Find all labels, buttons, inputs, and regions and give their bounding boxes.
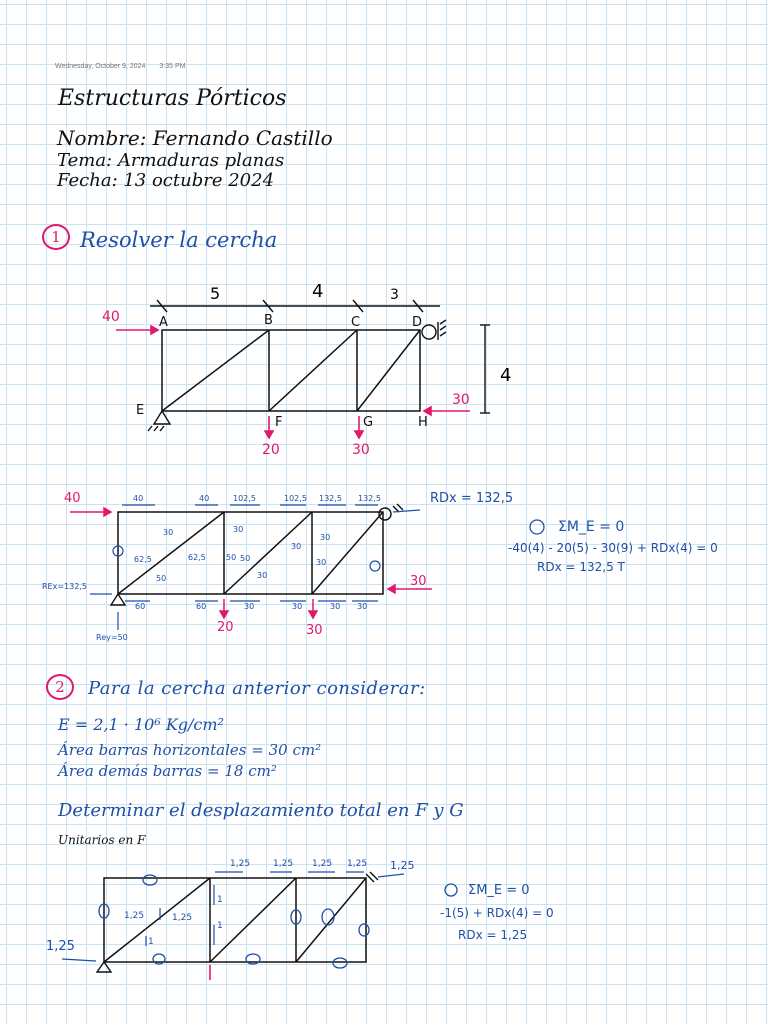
unitarios-heading: Unitarios en F (58, 833, 146, 847)
fbd1-top-2: 40 (199, 494, 210, 503)
eq2-moment: ΣM_E = 0 (468, 883, 530, 898)
span-label-1: 5 (210, 284, 221, 303)
span-label-3: 3 (390, 287, 399, 303)
eq1-sum: -40(4) - 20(5) - 30(9) + RDx(4) = 0 (508, 541, 718, 555)
task-line: Determinar el desplazamiento total en F y G (58, 800, 464, 821)
fbd1-diag3-b: 30 (320, 533, 331, 542)
eq2-sum: -1(5) + RDx(4) = 0 (440, 906, 554, 920)
node-d: D (412, 315, 423, 330)
node-h: H (418, 415, 428, 430)
load-f-value: 20 (262, 442, 280, 458)
fbd1-vert-1: 30 (233, 525, 244, 534)
fbd1-vert-2: 30 (291, 542, 302, 551)
fbd1-top-4: 102,5 (284, 494, 307, 503)
fbd2-diag-2: 1,25 (172, 913, 193, 923)
fbd1-diag1-b: 62,5 (188, 553, 206, 562)
load-g-value: 30 (352, 442, 370, 458)
fbd1-diag3-a: 30 (316, 558, 327, 567)
problem1-number-circle: 1 (42, 224, 70, 250)
truss3-supports (97, 872, 378, 972)
modulus-line: E = 2,1 · 10⁶ Kg/cm² (58, 715, 224, 734)
name-line: Nombre: Fernando Castillo (57, 126, 333, 150)
node-f: F (275, 415, 283, 430)
truss2-force-arrows (90, 505, 420, 630)
fbd1-rdx: RDx = 132,5 (430, 491, 514, 506)
eq1-result: RDx = 132,5 T (537, 560, 625, 574)
problem2-number-circle: 2 (46, 674, 74, 700)
fbd1-diag1-a: 62,5 (134, 555, 152, 564)
truss2-supports (111, 504, 403, 605)
node-b: B (264, 313, 273, 328)
truss3-zero-ovals (99, 875, 369, 968)
fbd1-right-load: 30 (410, 574, 427, 589)
fbd2-one-1: 1 (217, 895, 223, 905)
fbd1-bottom-4: 30 (292, 602, 303, 611)
truss1-roller-support (422, 320, 446, 340)
load-h-value: 30 (452, 392, 470, 408)
fbd1-bottom-5: 30 (330, 602, 341, 611)
fbd1-bottom-3: 30 (244, 602, 255, 611)
fbd1-bottom-6: 30 (357, 602, 368, 611)
fbd1-bottom-load-2: 30 (306, 623, 323, 638)
fbd1-left-load: 40 (64, 491, 81, 506)
fbd1-rey: Rey=50 (96, 633, 128, 642)
node-c: C (351, 315, 361, 330)
truss1-dimensions (150, 300, 490, 413)
eq1-moment: ΣM_E = 0 (558, 519, 625, 535)
truss1-loads (116, 326, 470, 438)
fbd1-diag1-c: 30 (163, 528, 174, 537)
height-label: 4 (500, 365, 512, 386)
area-other-line: Área demás barras = 18 cm² (58, 762, 277, 780)
problem2-heading: Para la cercha anterior considerar: (88, 678, 426, 699)
problem1-heading: Resolver la cercha (80, 228, 278, 252)
truss1-pin-support (148, 411, 170, 431)
node-g: G (363, 415, 374, 430)
fbd1-diag2-a: 50 (226, 553, 237, 562)
fbd1-top-3: 102,5 (233, 494, 256, 503)
fbd1-bottom-2: 60 (196, 602, 207, 611)
fbd1-bottom-1: 60 (135, 602, 146, 611)
fbd2-top-2: 1,25 (273, 859, 294, 869)
fbd2-top-4: 1,25 (347, 859, 368, 869)
fbd2-diag-1: 1,25 (124, 911, 145, 921)
fbd2-top-3: 1,25 (312, 859, 333, 869)
fbd2-one-3: 1 (148, 937, 154, 947)
timestamp-time: 3:35 PM (159, 63, 186, 70)
eq2-result: RDx = 1,25 (458, 928, 528, 942)
fbd1-bottom-load-1: 20 (217, 620, 234, 635)
truss3-force-arrows (62, 872, 404, 961)
truss1-members (162, 330, 420, 411)
span-label-2: 4 (312, 281, 324, 302)
date-line: Fecha: 13 octubre 2024 (57, 170, 275, 191)
timestamp-date: Wednesday, October 9, 2024 (55, 63, 146, 70)
node-a: A (159, 315, 168, 330)
fbd1-top-5: 132,5 (319, 494, 342, 503)
fbd2-right: 1,25 (390, 859, 415, 872)
fbd1-diag1-d: 50 (156, 574, 167, 583)
fbd2-one-2: 1 (217, 921, 223, 931)
fbd2-left: 1,25 (46, 939, 75, 954)
fbd2-top-1: 1,25 (230, 859, 251, 869)
fbd1-top-6: 132,5 (358, 494, 381, 503)
topic-line: Tema: Armaduras planas (57, 150, 285, 171)
fbd1-diag2-b: 50 (240, 554, 251, 563)
page-title: Estructuras Pórticos (58, 86, 287, 111)
node-e: E (136, 403, 145, 418)
area-horizontal-line: Área barras horizontales = 30 cm² (58, 741, 322, 759)
fbd1-diag2-c: 30 (257, 571, 268, 580)
fbd1-rex: REx=132,5 (42, 582, 87, 591)
fbd1-top-1: 40 (133, 494, 144, 503)
load-a-value: 40 (102, 309, 120, 325)
